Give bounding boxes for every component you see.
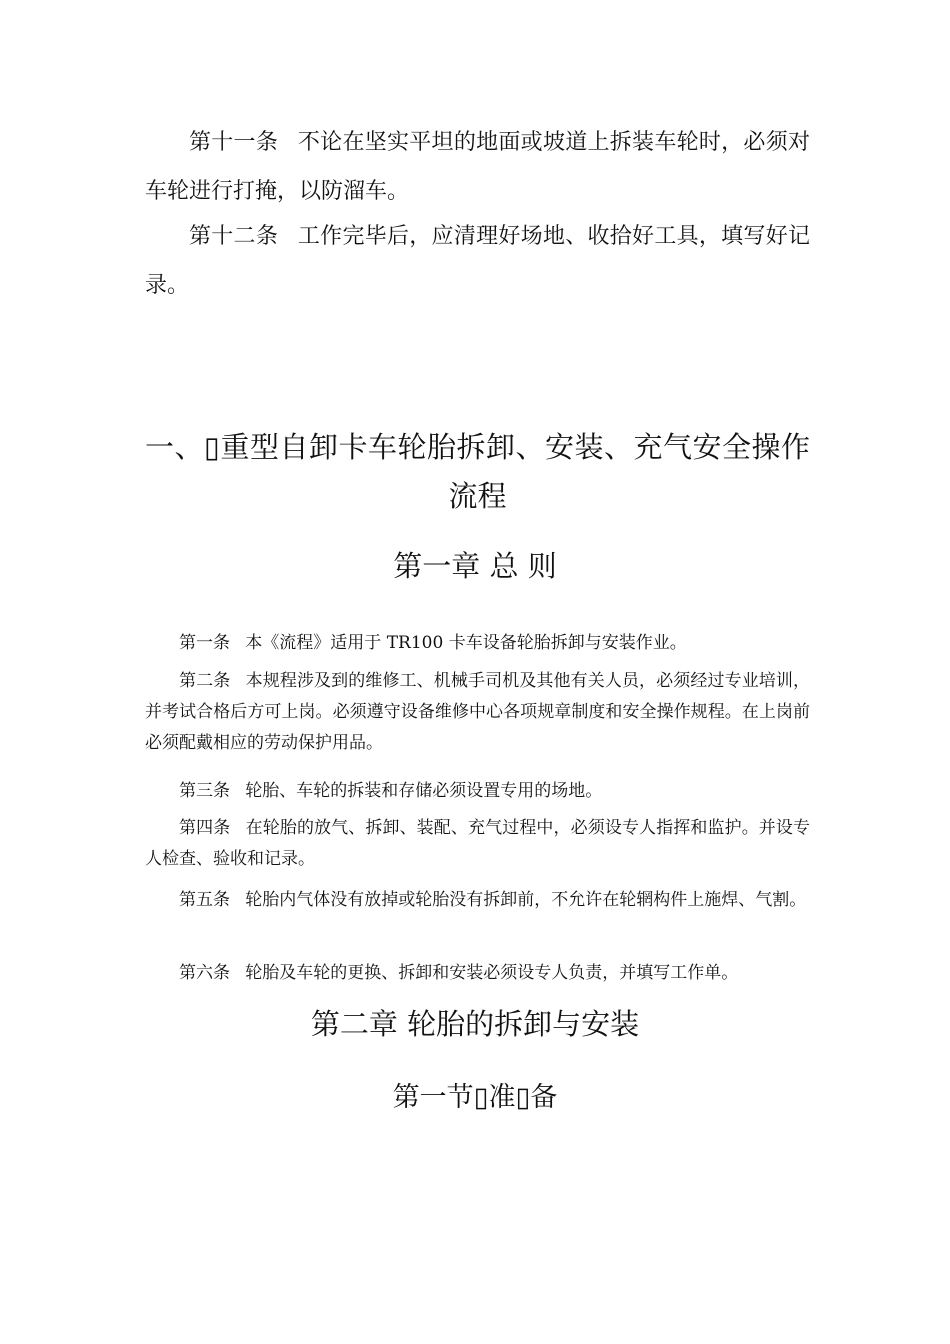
article-text: 在轮胎的放气、拆卸、装配、充气过程中，必须设专人指挥和监护。并设专人检查、验收和记录。: [145, 818, 811, 869]
article-label: 第二条: [179, 671, 231, 691]
article-label: 第四条: [179, 818, 231, 838]
document-title: 一、▯重型自卸卡车轮胎拆卸、安装、充气安全操作流程: [145, 430, 810, 513]
article-text: 轮胎及车轮的更换、拆卸和安装必须设专人负责，并填写工作单。: [245, 963, 739, 983]
article-12: [145, 212, 810, 310]
chapter-1-article-5: [145, 885, 810, 916]
chapter-1-article-2: [145, 666, 810, 759]
section-1-title: 第一节▯准▯备: [392, 1082, 558, 1113]
article-text: 轮胎、车轮的拆装和存储必须设置专用的场地。: [245, 781, 603, 801]
chapter-1-article-6: [145, 958, 810, 989]
chapter-2-title: 第二章 轮胎的拆卸与安装: [310, 1007, 640, 1041]
chapter-1-title: 第一章 总 则: [393, 549, 557, 583]
chapter-1-article-3: [145, 776, 810, 807]
article-text: 不论在坚实平坦的地面或坡道上拆装车轮时，必须对车轮进行打掩，以防溜车。: [145, 130, 810, 204]
article-11: [145, 118, 810, 216]
article-text: 轮胎内气体没有放掉或轮胎没有拆卸前，不允许在轮辋构件上施焊、气割。: [245, 890, 807, 910]
article-label: 第一条: [179, 633, 230, 653]
chapter-1-article-1: [145, 628, 810, 659]
article-text: 工作完毕后，应清理好场地、收拾好工具，填写好记录。: [145, 224, 810, 298]
article-label: 第十一条: [189, 130, 279, 155]
article-text: 本《流程》适用于 TR100 卡车设备轮胎拆卸与安装作业。: [245, 633, 687, 653]
article-label: 第十二条: [189, 224, 279, 249]
article-label: 第五条: [179, 890, 230, 910]
article-label: 第三条: [179, 781, 230, 801]
article-label: 第六条: [179, 963, 230, 983]
chapter-1-article-4: [145, 813, 810, 875]
article-text: 本规程涉及到的维修工、机械手司机及其他有关人员，必须经过专业培训，并考试合格后方可上岗。必须遵守设备维修中心各项规章制度和安全操作规程。在上岗前必须配戴相应的劳动保护用品。: [145, 671, 811, 753]
